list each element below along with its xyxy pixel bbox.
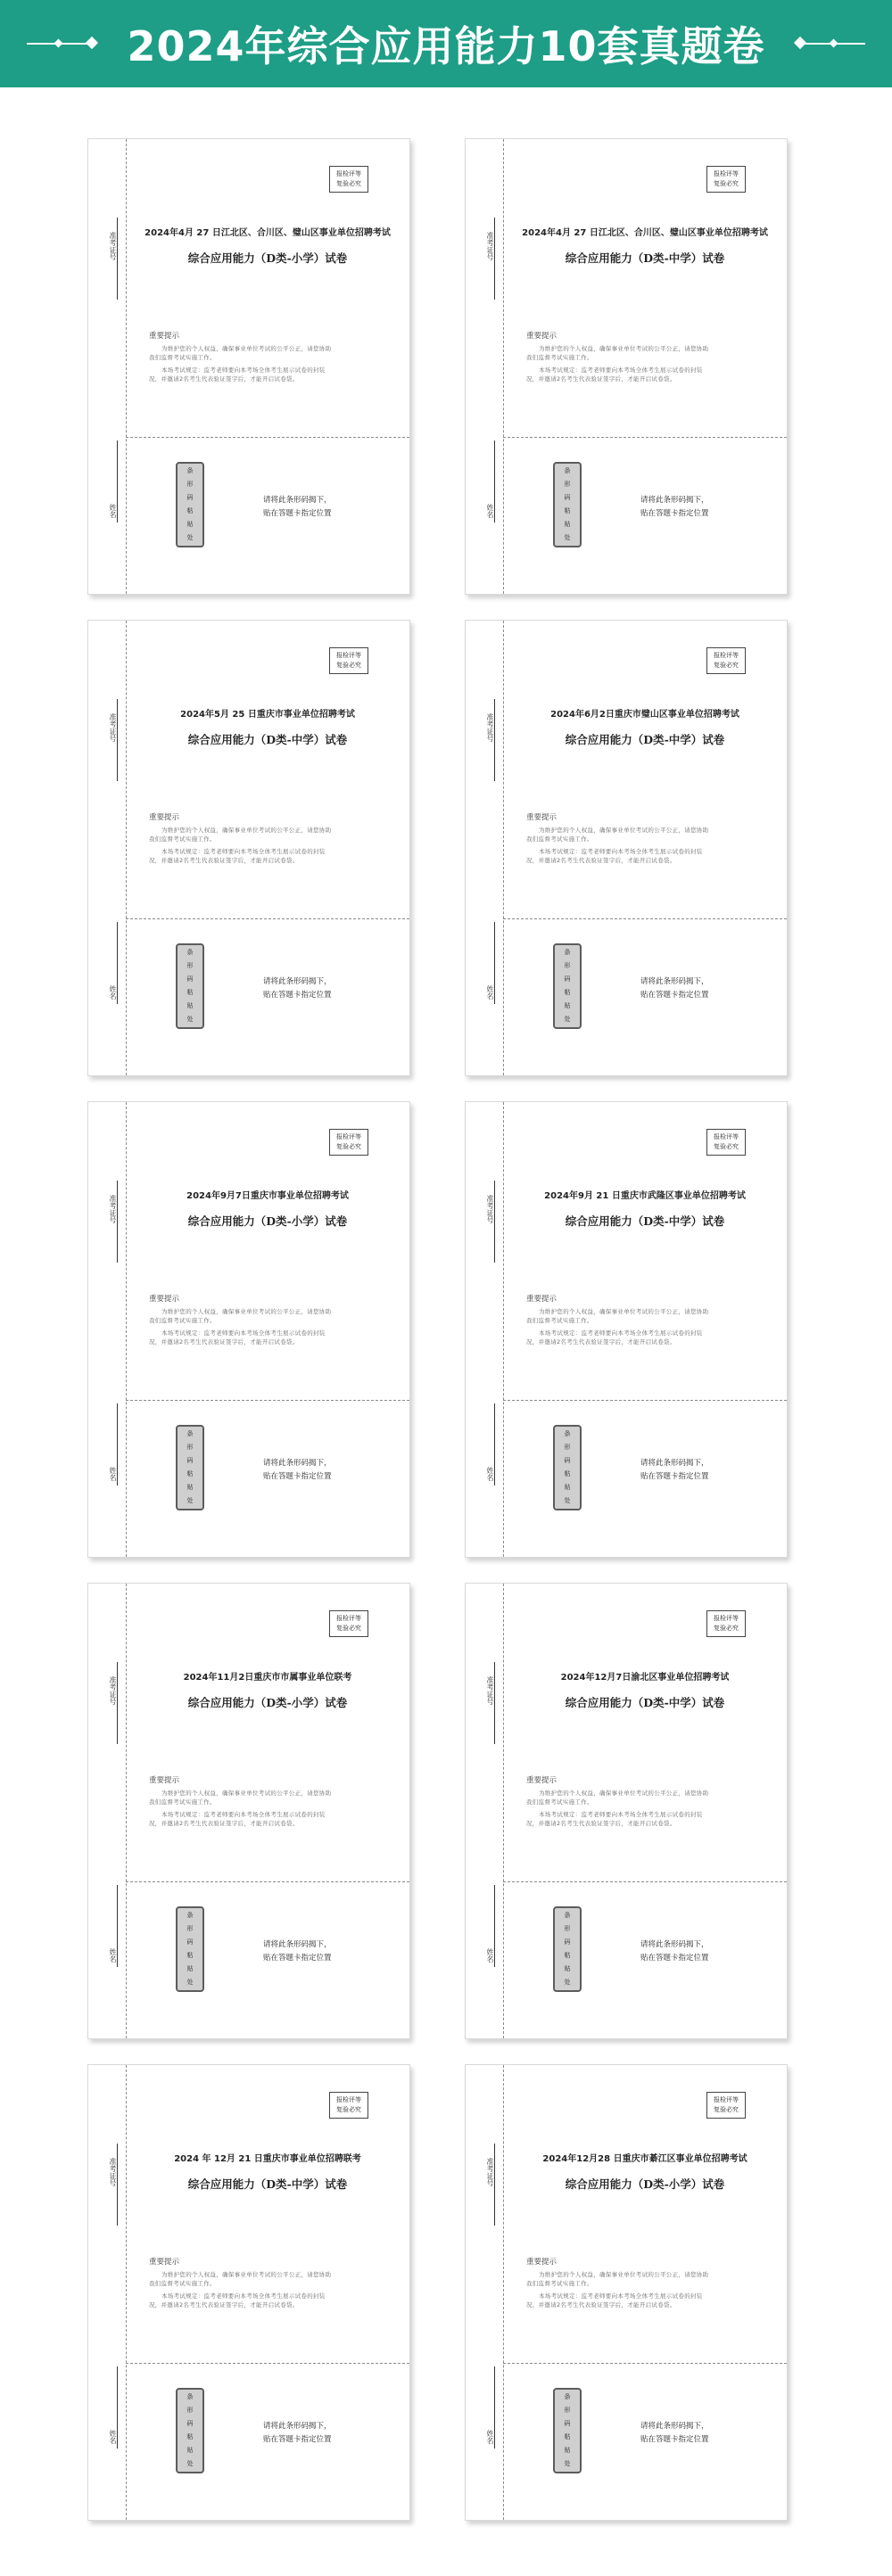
barcode-label-char: 贴 (564, 2447, 571, 2454)
barcode-label-char: 条 (564, 2393, 571, 2400)
stamp-line2: 复验必究 (336, 1625, 361, 1632)
notice-text: 我们监督考试实施工作。 (526, 1317, 593, 1324)
notice-text: 为维护您的个人权益，确保事业单位考试的公平公正，请您协助 (161, 1790, 332, 1797)
barcode-label-char: 条 (186, 2393, 194, 2400)
paper-cover (465, 1101, 788, 1558)
notice-text: 况，并邀请2名考生代表验证签字后，才能开启试卷袋。 (149, 375, 299, 383)
notice-heading: 重要提示 (526, 1776, 558, 1785)
barcode-sticker-area (553, 462, 582, 547)
name-line (494, 1885, 495, 1967)
barcode-instruction: 贴在答题卡指定位置 (640, 991, 709, 1000)
notice-text: 为维护您的个人权益，确保事业单位考试的公平公正，请您协助 (539, 345, 709, 352)
barcode-sticker-area (176, 2388, 204, 2473)
stamp-line1: 报检评等 (714, 1133, 739, 1140)
barcode-label-char: 条 (186, 467, 194, 474)
exam-title: 2024年12月7日渝北区事业单位招聘考试 (560, 1673, 730, 1683)
notice-text: 况，并邀请2名考生代表验证签字后，才能开启试卷袋。 (149, 2301, 299, 2309)
barcode-label-char: 形 (186, 1444, 194, 1451)
barcode-instruction: 请将此条形码揭下， (640, 977, 709, 986)
notice-text: 本场考试规定：监考老师要向本考场全体考生展示试卷的封装 (161, 366, 326, 374)
notice-heading: 重要提示 (149, 813, 180, 822)
binding-dashed-line (126, 1102, 127, 1557)
notice-text: 况，并邀请2名考生代表验证签字后，才能开启试卷袋。 (526, 857, 676, 864)
notice-text: 况，并邀请2名考生代表验证签字后，才能开启试卷袋。 (149, 1338, 299, 1346)
banner-title: 2024年综合应用能力10套真题卷 (127, 22, 765, 70)
name-line (117, 922, 118, 1004)
notice-text: 为维护您的个人权益，确保事业单位考试的公平公正，请您协助 (539, 1790, 709, 1797)
admission-number-label: 准考证号 (109, 2158, 117, 2186)
section-divider (503, 2363, 787, 2364)
notice-heading: 重要提示 (149, 332, 180, 341)
section-divider (126, 2363, 409, 2364)
barcode-label-char: 形 (564, 1925, 571, 1932)
section-divider (126, 437, 409, 438)
barcode-label-char: 粘 (186, 507, 194, 514)
barcode-label-char: 粘 (564, 1952, 571, 1959)
barcode-sticker-area (176, 1425, 204, 1510)
paper-title: 综合应用能力（D类-小学）试卷 (565, 2177, 725, 2191)
name-label: 姓名 (486, 2430, 494, 2444)
admission-number-label: 准考证号 (109, 1676, 117, 1705)
notice-heading: 重要提示 (149, 2258, 180, 2267)
notice-text: 况，并邀请2名考生代表验证签字后，才能开启试卷袋。 (526, 375, 676, 383)
barcode-label-char: 处 (186, 2460, 194, 2467)
admission-number-line (117, 699, 118, 781)
barcode-label-char: 贴 (564, 1484, 571, 1491)
barcode-label-char: 形 (564, 481, 571, 488)
name-line (117, 1403, 118, 1486)
notice-text: 本场考试规定：监考老师要向本考场全体考生展示试卷的封装 (161, 1811, 326, 1818)
binding-dashed-line (126, 139, 127, 594)
stamp-line2: 复验必究 (714, 1143, 739, 1150)
admission-number-line (494, 699, 495, 781)
admission-number-label: 准考证号 (486, 1195, 494, 1223)
barcode-label-char: 粘 (564, 507, 571, 514)
barcode-label-char: 码 (564, 975, 571, 983)
barcode-label-char: 贴 (186, 1965, 194, 1972)
barcode-instruction: 请将此条形码揭下， (263, 496, 332, 505)
stamp-line1: 报检评等 (336, 170, 361, 177)
barcode-label-char: 码 (564, 2420, 571, 2427)
barcode-instruction: 贴在答题卡指定位置 (263, 991, 332, 1000)
exam-title: 2024年12月28 日重庆市綦江区事业单位招聘考试 (542, 2154, 747, 2164)
paper-cover (465, 1583, 788, 2039)
notice-text: 为维护您的个人权益，确保事业单位考试的公平公正，请您协助 (539, 827, 709, 834)
paper-cover (87, 138, 410, 595)
name-label: 姓名 (486, 985, 494, 1000)
barcode-instruction: 贴在答题卡指定位置 (640, 2435, 709, 2444)
notice-heading: 重要提示 (526, 813, 558, 822)
name-label: 姓名 (109, 2430, 117, 2444)
barcode-label-char: 贴 (564, 1002, 571, 1009)
barcode-label-char: 处 (186, 1497, 194, 1504)
barcode-sticker-area (176, 1906, 204, 1992)
barcode-label-char: 处 (186, 534, 194, 541)
paper-title: 综合应用能力（D类-中学）试卷 (187, 2177, 348, 2191)
barcode-instruction: 贴在答题卡指定位置 (640, 1472, 709, 1481)
section-divider (126, 1400, 409, 1401)
stamp-line1: 报检评等 (714, 1615, 739, 1622)
barcode-instruction: 贴在答题卡指定位置 (263, 509, 332, 518)
admission-number-label: 准考证号 (109, 232, 117, 260)
paper-cover (465, 2064, 788, 2521)
name-label: 姓名 (109, 1467, 117, 1481)
name-label: 姓名 (109, 985, 117, 1000)
name-line (117, 440, 118, 523)
name-label: 姓名 (109, 1948, 117, 1963)
barcode-label-char: 贴 (186, 521, 194, 528)
paper-title: 综合应用能力（D类-中学）试卷 (565, 1214, 725, 1228)
exam-title: 2024年4月 27 日江北区、合川区、璧山区事业单位招聘考试 (145, 228, 391, 238)
anti-piracy-stamp (329, 1610, 368, 1637)
anti-piracy-stamp (329, 166, 368, 193)
stamp-line2: 复验必究 (336, 1143, 361, 1150)
admission-number-label: 准考证号 (109, 1195, 117, 1223)
notice-text: 我们监督考试实施工作。 (149, 835, 216, 843)
barcode-label-char: 贴 (186, 1484, 194, 1491)
notice-text: 我们监督考试实施工作。 (526, 1798, 593, 1806)
stamp-line2: 复验必究 (336, 662, 361, 669)
barcode-sticker-area (553, 1906, 582, 1992)
barcode-instruction: 请将此条形码揭下， (263, 1940, 332, 1949)
name-line (494, 922, 495, 1004)
notice-text: 我们监督考试实施工作。 (149, 354, 216, 361)
paper-title: 综合应用能力（D类-小学）试卷 (187, 251, 348, 265)
barcode-label-char: 码 (186, 494, 194, 501)
anti-piracy-stamp (706, 2092, 746, 2119)
section-divider (503, 918, 787, 919)
name-label: 姓名 (486, 1948, 494, 1963)
stamp-line1: 报检评等 (714, 170, 739, 177)
anti-piracy-stamp (706, 166, 746, 193)
barcode-sticker-area (553, 1425, 582, 1510)
notice-text: 为维护您的个人权益，确保事业单位考试的公平公正，请您协助 (161, 2271, 332, 2278)
stamp-line1: 报检评等 (714, 2096, 739, 2103)
binding-dashed-line (503, 1102, 504, 1557)
section-divider (503, 1881, 787, 1882)
notice-text: 我们监督考试实施工作。 (526, 354, 593, 361)
barcode-label-char: 条 (564, 1430, 571, 1437)
notice-text: 我们监督考试实施工作。 (149, 1798, 216, 1806)
barcode-label-char: 条 (564, 949, 571, 956)
binding-dashed-line (503, 2065, 504, 2520)
name-label: 姓名 (109, 504, 117, 518)
notice-text: 我们监督考试实施工作。 (526, 2280, 593, 2287)
notice-text: 为维护您的个人权益，确保事业单位考试的公平公正，请您协助 (539, 2271, 709, 2278)
barcode-instruction: 贴在答题卡指定位置 (263, 2435, 332, 2444)
paper-cover (87, 1583, 410, 2039)
stamp-line2: 复验必究 (336, 2106, 361, 2113)
barcode-instruction: 请将此条形码揭下， (263, 1459, 332, 1468)
admission-number-label: 准考证号 (486, 713, 494, 742)
exam-title: 2024年6月2日重庆市璧山区事业单位招聘考试 (550, 710, 739, 720)
stamp-line2: 复验必究 (336, 180, 361, 187)
paper-title: 综合应用能力（D类-中学）试卷 (565, 251, 725, 265)
barcode-sticker-area (176, 462, 204, 547)
barcode-label-char: 码 (564, 1938, 571, 1946)
notice-text: 本场考试规定：监考老师要向本考场全体考生展示试卷的封装 (161, 848, 326, 855)
barcode-label-char: 粘 (564, 989, 571, 996)
notice-text: 本场考试规定：监考老师要向本考场全体考生展示试卷的封装 (539, 1811, 703, 1818)
exam-title: 2024年5月 25 日重庆市事业单位招聘考试 (180, 710, 355, 720)
stamp-line2: 复验必究 (714, 2106, 739, 2113)
admission-number-label: 准考证号 (486, 2158, 494, 2186)
name-line (494, 1403, 495, 1486)
barcode-label-char: 处 (564, 2460, 571, 2467)
notice-heading: 重要提示 (526, 1295, 558, 1304)
paper-cover (87, 620, 410, 1076)
barcode-label-char: 形 (564, 2407, 571, 2414)
barcode-label-char: 处 (564, 1016, 571, 1023)
notice-text: 本场考试规定：监考老师要向本考场全体考生展示试卷的封装 (539, 848, 703, 855)
anti-piracy-stamp (706, 647, 746, 674)
barcode-label-char: 码 (564, 494, 571, 501)
barcode-label-char: 粘 (186, 2433, 194, 2440)
barcode-label-char: 形 (186, 1925, 194, 1932)
barcode-label-char: 处 (186, 1979, 194, 1986)
barcode-label-char: 码 (186, 975, 194, 983)
barcode-label-char: 码 (186, 1457, 194, 1464)
binding-dashed-line (503, 1584, 504, 2038)
notice-text: 本场考试规定：监考老师要向本考场全体考生展示试卷的封装 (161, 2292, 326, 2300)
barcode-sticker-area (176, 943, 204, 1029)
barcode-label-char: 条 (186, 1912, 194, 1919)
notice-text: 我们监督考试实施工作。 (149, 1317, 216, 1324)
name-line (494, 440, 495, 523)
barcode-instruction: 请将此条形码揭下， (640, 496, 709, 505)
exam-title: 2024年9月7日重庆市事业单位招聘考试 (186, 1191, 349, 1201)
barcode-label-char: 形 (564, 1444, 571, 1451)
notice-text: 我们监督考试实施工作。 (149, 2280, 216, 2287)
binding-dashed-line (126, 621, 127, 1075)
admission-number-label: 准考证号 (109, 713, 117, 742)
notice-text: 况，并邀请2名考生代表验证签字后，才能开启试卷袋。 (149, 1820, 299, 1827)
barcode-instruction: 贴在答题卡指定位置 (263, 1472, 332, 1481)
exam-title: 2024年11月2日重庆市市属事业单位联考 (183, 1673, 352, 1683)
barcode-sticker-area (553, 2388, 582, 2473)
admission-number-line (494, 1181, 495, 1263)
paper-title: 综合应用能力（D类-中学）试卷 (565, 1696, 725, 1709)
paper-cover (87, 2064, 410, 2521)
admission-number-line (117, 218, 118, 300)
barcode-label-char: 条 (186, 1430, 194, 1437)
admission-number-line (494, 2144, 495, 2226)
paper-title: 综合应用能力（D类-小学）试卷 (187, 1696, 348, 1709)
barcode-instruction: 贴在答题卡指定位置 (263, 1954, 332, 1963)
barcode-instruction: 请将此条形码揭下， (640, 1459, 709, 1468)
barcode-label-char: 条 (186, 949, 194, 956)
admission-number-label: 准考证号 (486, 1676, 494, 1705)
exam-title: 2024 年 12月 21 日重庆市事业单位招聘联考 (174, 2154, 361, 2164)
exam-title: 2024年9月 21 日重庆市武隆区事业单位招聘考试 (544, 1191, 746, 1201)
stamp-line1: 报检评等 (336, 1615, 361, 1622)
notice-text: 况，并邀请2名考生代表验证签字后，才能开启试卷袋。 (149, 857, 299, 864)
barcode-label-char: 码 (564, 1457, 571, 1464)
barcode-label-char: 粘 (186, 989, 194, 996)
notice-text: 况，并邀请2名考生代表验证签字后，才能开启试卷袋。 (526, 1338, 676, 1346)
barcode-label-char: 贴 (186, 2447, 194, 2454)
admission-number-line (117, 2144, 118, 2226)
notice-text: 本场考试规定：监考老师要向本考场全体考生展示试卷的封装 (539, 1329, 703, 1337)
barcode-label-char: 处 (564, 1497, 571, 1504)
barcode-instruction: 请将此条形码揭下， (263, 977, 332, 986)
stamp-line1: 报检评等 (336, 652, 361, 659)
notice-heading: 重要提示 (149, 1295, 180, 1304)
barcode-label-char: 处 (186, 1016, 194, 1023)
paper-title: 综合应用能力（D类-小学）试卷 (187, 1214, 348, 1228)
name-line (117, 2366, 118, 2448)
barcode-label-char: 形 (564, 962, 571, 969)
notice-text: 为维护您的个人权益，确保事业单位考试的公平公正，请您协助 (161, 345, 332, 352)
notice-text: 为维护您的个人权益，确保事业单位考试的公平公正，请您协助 (539, 1308, 709, 1315)
paper-title: 综合应用能力（D类-中学）试卷 (565, 733, 725, 746)
notice-text: 本场考试规定：监考老师要向本考场全体考生展示试卷的封装 (539, 366, 703, 374)
notice-heading: 重要提示 (149, 1776, 180, 1785)
paper-cover (87, 1101, 410, 1558)
barcode-label-char: 形 (186, 962, 194, 969)
barcode-label-char: 处 (564, 534, 571, 541)
admission-number-label: 准考证号 (486, 232, 494, 260)
notice-text: 为维护您的个人权益，确保事业单位考试的公平公正，请您协助 (161, 827, 332, 834)
anti-piracy-stamp (329, 2092, 368, 2119)
admission-number-line (494, 218, 495, 300)
section-divider (126, 918, 409, 919)
barcode-label-char: 粘 (564, 2433, 571, 2440)
barcode-label-char: 贴 (564, 1965, 571, 1972)
notice-text: 我们监督考试实施工作。 (526, 835, 593, 843)
anti-piracy-stamp (706, 1610, 746, 1637)
stamp-line1: 报检评等 (336, 2096, 361, 2103)
paper-cover (465, 620, 788, 1076)
stamp-line2: 复验必究 (714, 180, 739, 187)
section-divider (503, 1400, 787, 1401)
anti-piracy-stamp (706, 1129, 746, 1156)
paper-cover (465, 138, 788, 595)
admission-number-line (117, 1181, 118, 1263)
barcode-label-char: 处 (564, 1979, 571, 1986)
stamp-line2: 复验必究 (714, 662, 739, 669)
notice-text: 本场考试规定：监考老师要向本考场全体考生展示试卷的封装 (539, 2292, 703, 2300)
name-label: 姓名 (486, 1467, 494, 1481)
name-label: 姓名 (486, 504, 494, 518)
barcode-label-char: 粘 (186, 1952, 194, 1959)
admission-number-line (494, 1662, 495, 1744)
name-line (494, 2366, 495, 2448)
binding-dashed-line (503, 139, 504, 594)
stamp-line1: 报检评等 (336, 1133, 361, 1140)
barcode-label-char: 形 (186, 2407, 194, 2414)
stamp-line2: 复验必究 (714, 1625, 739, 1632)
notice-text: 况，并邀请2名考生代表验证签字后，才能开启试卷袋。 (526, 1820, 676, 1827)
barcode-instruction: 请将此条形码揭下， (263, 2422, 332, 2431)
barcode-label-char: 粘 (564, 1470, 571, 1477)
section-divider (503, 437, 787, 438)
stamp-line1: 报检评等 (714, 652, 739, 659)
binding-dashed-line (503, 621, 504, 1075)
barcode-label-char: 条 (564, 467, 571, 474)
barcode-label-char: 贴 (186, 1002, 194, 1009)
admission-number-line (117, 1662, 118, 1744)
barcode-label-char: 码 (186, 2420, 194, 2427)
notice-heading: 重要提示 (526, 2258, 558, 2267)
paper-title: 综合应用能力（D类-中学）试卷 (187, 733, 348, 746)
binding-dashed-line (126, 1584, 127, 2038)
barcode-instruction: 贴在答题卡指定位置 (640, 509, 709, 518)
anti-piracy-stamp (329, 1129, 368, 1156)
notice-text: 况，并邀请2名考生代表验证签字后，才能开启试卷袋。 (526, 2301, 676, 2309)
anti-piracy-stamp (329, 647, 368, 674)
barcode-label-char: 条 (564, 1912, 571, 1919)
exam-title: 2024年4月 27 日江北区、合川区、璧山区事业单位招聘考试 (522, 228, 768, 238)
barcode-label-char: 码 (186, 1938, 194, 1946)
name-line (117, 1885, 118, 1967)
barcode-sticker-area (553, 943, 582, 1029)
barcode-label-char: 形 (186, 481, 194, 488)
barcode-instruction: 请将此条形码揭下， (640, 2422, 709, 2431)
notice-heading: 重要提示 (526, 332, 558, 341)
barcode-label-char: 粘 (186, 1470, 194, 1477)
section-divider (126, 1881, 409, 1882)
notice-text: 为维护您的个人权益，确保事业单位考试的公平公正，请您协助 (161, 1308, 332, 1315)
notice-text: 本场考试规定：监考老师要向本考场全体考生展示试卷的封装 (161, 1329, 326, 1337)
barcode-instruction: 贴在答题卡指定位置 (640, 1954, 709, 1963)
binding-dashed-line (126, 2065, 127, 2520)
barcode-instruction: 请将此条形码揭下， (640, 1940, 709, 1949)
barcode-label-char: 贴 (564, 521, 571, 528)
